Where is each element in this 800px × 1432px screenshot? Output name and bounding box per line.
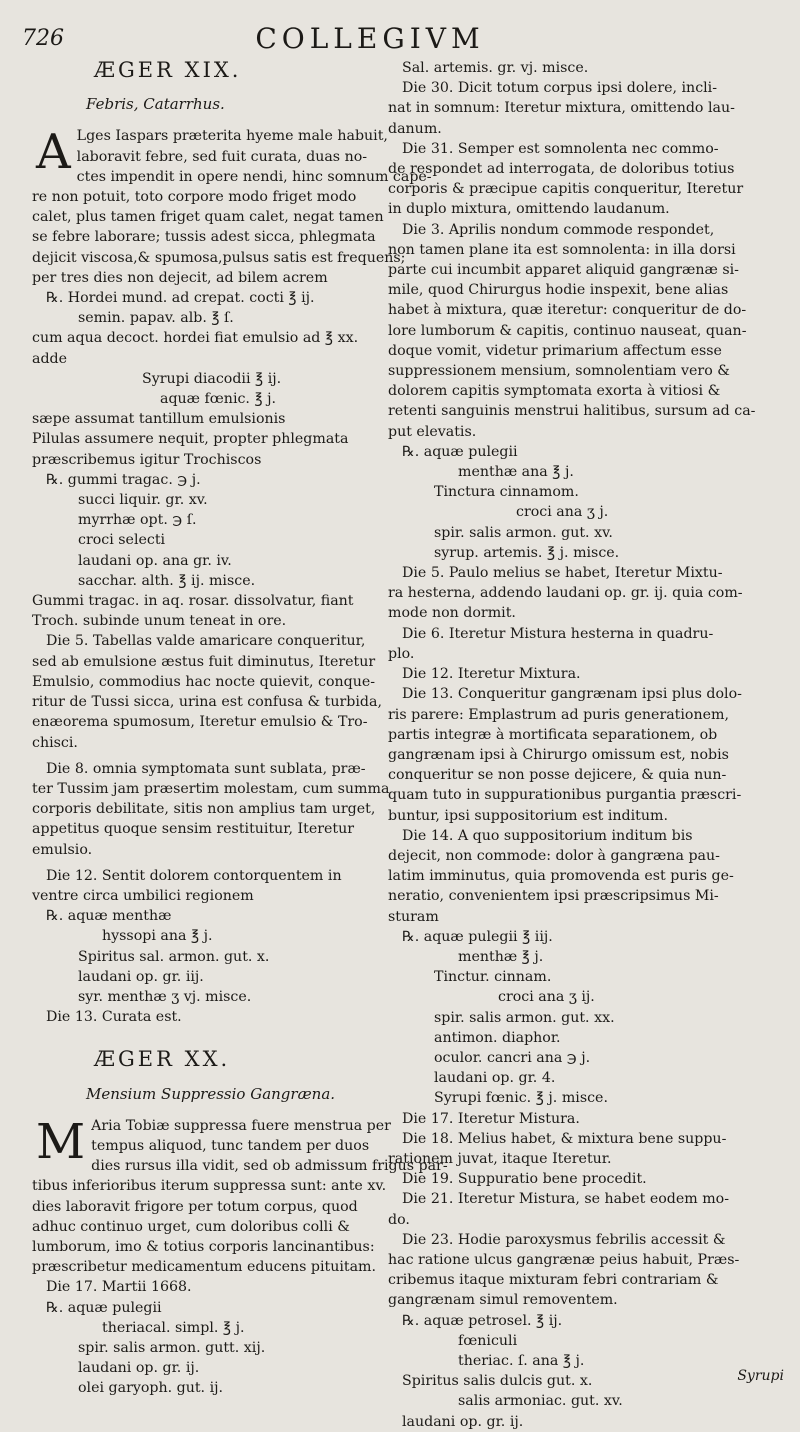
prescription — [32, 288, 377, 631]
text-line: nat in somnum: Iteretur mixtura, omittendo lau- — [388, 100, 735, 117]
text-line: ctes impendit in opere nendi, hinc somnum cape- — [76, 168, 432, 185]
text-line: Die 5. Paulo melius se habet, Iteretur Mixtu- — [402, 565, 723, 582]
text-line: non tamen plane ita est somnolenta: in illa dorsi — [388, 241, 736, 258]
text-line: latim imminutus, quia promovenda est puris ge- — [388, 868, 734, 885]
rx-line: Tinctur. cinnam. — [434, 969, 552, 986]
text-line: Die 17. Iteretur Mistura. — [402, 1110, 580, 1127]
text-line: emulsio. — [32, 841, 93, 858]
day-entry — [32, 631, 382, 752]
rx-line: cum aqua decoct. hordei fiat emulsio ad ℥ xx. — [32, 330, 359, 347]
day-entry — [32, 866, 377, 1028]
text-line: corporis debilitate, sitis non amplius tam urget, — [32, 801, 376, 818]
drop-cap: A — [36, 124, 71, 181]
text-line: quam tuto in suppurationibus purgantia præscri- — [388, 787, 742, 804]
rx-line: semin. papav. alb. ℥ ſ. — [78, 310, 234, 327]
text-line: buntur, ipsi suppositorium est inditum. — [388, 807, 668, 824]
text-line: ventre circa umbilici regionem — [32, 887, 254, 904]
text-line: se febre laborare; tussis adest sicca, phlegmata — [32, 229, 376, 246]
text-line: dolorem capitis symptomata exorta à vitiosi & — [388, 383, 721, 400]
rx-line: theriac. ſ. ana ℥ j. — [458, 1353, 585, 1369]
running-head: COLLEGIVM — [255, 22, 485, 55]
text-line: Die 18. Melius habet, & mixtura bene suppu- — [402, 1130, 727, 1147]
case-title: ÆGER XX. — [94, 1047, 231, 1072]
text-line: laboravit febre, sed fuit curata, duas no- — [76, 148, 368, 165]
text-line: neratio, convenientem ipsi præscripsimus Mi- — [388, 888, 719, 905]
text-line: dejecit, non commode: dolor à gangræna pau- — [388, 847, 720, 864]
rx-line: spir. salis armon. gut. xx. — [434, 1009, 615, 1026]
rx-line: ℞. aquæ petrosel. ℥ ij. — [402, 1312, 563, 1329]
rx-line: Spiritus salis dulcis gut. x. — [402, 1373, 593, 1390]
drop-cap: M — [36, 1113, 86, 1170]
rx-line: Syrupi diacodii ℥ ij. — [142, 370, 282, 387]
day-entries — [388, 1109, 784, 1311]
text-line: Gummi tragac. in aq. rosar. dissolvatur, fiant — [32, 593, 354, 610]
rx-line: aquæ fœnic. ℥ j. — [160, 391, 277, 408]
text-line: Die 30. Dicit totum corpus ipsi dolere, incli- — [402, 80, 718, 97]
rx-line: Spiritus sal. armon. gut. x. — [78, 948, 270, 965]
text-line: sturam — [388, 908, 439, 925]
prescription — [32, 1277, 377, 1398]
day-entries — [388, 58, 784, 442]
text-line: præscribemus igitur Trochiscos — [32, 451, 262, 468]
day-entries — [388, 563, 784, 927]
text-line: lore lumborum & capitis, continuo nauseat, quan- — [388, 322, 747, 339]
text-line: Die 17. Martii 1668. — [46, 1279, 192, 1296]
case-intro — [32, 1113, 448, 1278]
text-line: appetitus quoque sensim restituitur, Iteretur — [32, 821, 355, 838]
rx-line: spir. salis armon. gut. xv. — [434, 524, 613, 541]
rx-line: myrrhæ opt. ℈ ſ. — [78, 512, 197, 529]
rx-line: ℞. Hordei mund. ad crepat. cocti ℥ ij. — [46, 290, 315, 307]
text-line: Sal. artemis. gr. vj. misce. — [402, 60, 589, 76]
text-line: put elevatis. — [388, 423, 477, 440]
text-line: partis integræ à mortificata separationem, ob — [388, 726, 718, 743]
rx-line: menthæ ana ℥ j. — [458, 464, 574, 481]
case-title: ÆGER XIX. — [94, 58, 242, 82]
text-line: Emulsio, commodius hac nocte quievit, conque- — [32, 673, 376, 690]
rx-line: ℞. gummi tragac. ℈ j. — [46, 471, 201, 488]
text-line: ter Tussim jam præsertim molestam, cum summa — [32, 780, 390, 797]
text-line: Pilulas assumere nequit, propter phlegmata — [32, 431, 349, 448]
rx-line: succi liquir. gr. xv. — [78, 492, 208, 509]
text-line: chisci. — [32, 734, 78, 751]
page-number: 726 — [22, 26, 64, 51]
catchword: Syrupi — [737, 1368, 784, 1384]
text-line: parte cui incumbit apparet aliquid gangrænæ si- — [388, 262, 739, 279]
day-entry — [32, 759, 390, 860]
text-line: tempus aliquod, tunc tandem per duos — [91, 1137, 370, 1154]
rx-line: laudani op. gr. ij. — [78, 1360, 200, 1377]
rx-line: ℞. aquæ pulegii — [402, 443, 518, 460]
text-line: Die 13. Curata est. — [46, 1009, 182, 1026]
right-column — [388, 58, 784, 1432]
text-line: in duplo mixtura, omittendo laudanum. — [388, 201, 670, 218]
rx-line: olei garyoph. gut. ij. — [78, 1380, 224, 1397]
rx-line: laudani op. ana gr. iv. — [78, 552, 232, 569]
text-line: gangrænam ipsi à Chirurgo omissum est, nobis — [388, 746, 729, 763]
rx-line: spir. salis armon. gutt. xij. — [78, 1339, 266, 1356]
text-line: habet à mixtura, quæ iteretur: conqueritur de do- — [388, 302, 747, 319]
rx-line: Syrupi fœnic. ℥ j. misce. — [434, 1090, 608, 1107]
text-line: Die 12. Sentit dolorem contorquentem in — [46, 867, 342, 884]
text-line: doque vomit, videtur primarium affectum esse — [388, 342, 722, 359]
rx-line: antimon. diaphor. — [434, 1029, 561, 1046]
text-line: conqueritur se non posse dejicere, & quia nun- — [388, 767, 727, 784]
text-line: corporis & præcipue capitis conqueritur, Iteretur — [388, 181, 744, 198]
text-line: Aria Tobiæ suppressa fuere menstrua per — [91, 1117, 391, 1134]
text-line: rationem juvat, itaque Iteretur. — [388, 1150, 612, 1167]
rx-line: syr. menthæ ʒ vj. misce. — [78, 988, 252, 1005]
text-line: tibus inferioribus iterum suppressa sunt: ante xv. — [32, 1178, 387, 1195]
text-line: Die 3. Aprilis nondum commode respondet, — [402, 221, 715, 238]
text-line: Die 6. Iteretur Mistura hesterna in quadru- — [402, 625, 714, 642]
rx-line: croci ana ʒ j. — [516, 504, 609, 521]
rx-line: fœniculi — [458, 1332, 518, 1349]
case-subtitle: Mensium Suppressio Gangræna. — [86, 1084, 336, 1103]
text-line: danum. — [388, 120, 442, 137]
text-line: cribemus itaque mixturam febri contrariam & — [388, 1272, 719, 1289]
rx-line: ℞. aquæ menthæ — [46, 908, 172, 925]
text-line: Die 19. Suppuratio bene procedit. — [402, 1171, 647, 1188]
text-line: Troch. subinde unum teneat in ore. — [32, 613, 287, 630]
text-line: Die 12. Iteretur Mixtura. — [402, 666, 581, 683]
rx-line: hyssopi ana ℥ j. — [102, 928, 213, 945]
text-line: de respondet ad interrogata, de doloribus totius — [388, 161, 735, 178]
text-line: adhuc continuo urget, cum doloribus colli & — [32, 1218, 350, 1235]
text-line: præscribetur medicamentum educens pituitam. — [32, 1259, 377, 1276]
rx-line: adde — [32, 350, 68, 367]
rx-line: syrup. artemis. ℥ j. misce. — [434, 544, 620, 561]
text-line: sed ab emulsione æstus fuit diminutus, Iteretur — [32, 653, 376, 670]
text-line: gangrænam simul removentem. — [388, 1292, 618, 1309]
case-subtitle: Febris, Catarrhus. — [86, 95, 225, 114]
text-line: Die 31. Semper est somnolenta nec commo- — [402, 140, 719, 157]
text-line: re non potuit, toto corpore modo friget modo — [32, 189, 357, 206]
prescription — [388, 1311, 784, 1432]
text-line: dejicit viscosa,& spumosa,pulsus satis est frequens; — [32, 249, 406, 266]
rx-line: ℞. aquæ pulegii ℥ iij. — [402, 928, 553, 945]
text-line: plo. — [388, 645, 415, 662]
rx-line: menthæ ℥ j. — [458, 948, 544, 965]
text-line: Die 21. Iteretur Mistura, se habet eodem mo- — [402, 1191, 729, 1208]
text-line: Die 23. Hodie paroxysmus febrilis accessit & — [402, 1231, 726, 1248]
text-line: do. — [388, 1211, 410, 1228]
rx-line: theriacal. simpl. ℥ j. — [102, 1319, 245, 1336]
prescription — [388, 927, 784, 1109]
prescription — [388, 442, 784, 563]
text-line: mile, quod Chirurgus hodie inspexit, bene alias — [388, 282, 729, 299]
text-line: enæorema spumosum, Iteretur emulsio & Tro- — [32, 714, 368, 731]
text-line: dies rursus illa vidit, sed ob admissum frigus par- — [91, 1158, 448, 1175]
text-line: Die 8. omnia symptomata sunt sublata, præ- — [46, 760, 366, 777]
rx-line: laudani op. gr. iij. — [78, 968, 204, 985]
text-line: hac ratione ulcus gangrænæ peius habuit, Præs- — [388, 1251, 740, 1268]
text-line: Die 5. Tabellas valde amaricare conqueritur, — [46, 633, 366, 650]
rx-line: laudani op. gr. 4. — [434, 1070, 556, 1087]
text-line: mode non dormit. — [388, 605, 516, 622]
text-line: ra hesterna, addendo laudani op. gr. ij. quia com- — [388, 585, 743, 602]
rx-line: salis armoniac. gut. xv. — [458, 1393, 623, 1410]
text-line: retenti sanguinis menstrui halitibus, sursum ad ca- — [388, 403, 756, 420]
rx-line: laudani op. gr. ij. — [402, 1413, 524, 1430]
text-line: lumborum, imo & totius corporis lancinantibus: — [32, 1238, 375, 1255]
rx-line: Tinctura cinnamom. — [434, 484, 579, 501]
text-line: calet, plus tamen friget quam calet, negat tamen — [32, 209, 384, 226]
rx-line: ℞. aquæ pulegii — [46, 1299, 162, 1316]
text-line: suppressionem mensium, somnolentiam vero & — [388, 363, 730, 380]
text-line: Die 13. Conqueritur gangrænam ipsi plus dolo- — [402, 686, 742, 703]
text-line: sæpe assumat tantillum emulsionis — [32, 411, 286, 428]
rx-line: croci ana ʒ ij. — [498, 989, 595, 1006]
rx-line: oculor. cancri ana ℈ j. — [434, 1049, 591, 1066]
text-line: ris parere: Emplastrum ad puris generationem, — [388, 706, 729, 723]
text-line: Lges Iaspars præterita hyeme male habuit, — [76, 128, 388, 145]
text-line: Die 14. A quo suppositorium inditum bis — [402, 827, 693, 844]
text-line: per tres dies non dejecit, ad bilem acrem — [32, 269, 328, 286]
text-line: dies laboravit frigore per totum corpus, quod — [32, 1198, 358, 1215]
text-line: ritur de Tussi sicca, urina est confusa & turbida, — [32, 694, 382, 711]
rx-line: sacchar. alth. ℥ ij. misce. — [78, 572, 256, 589]
rx-line: croci selecti — [78, 532, 166, 549]
